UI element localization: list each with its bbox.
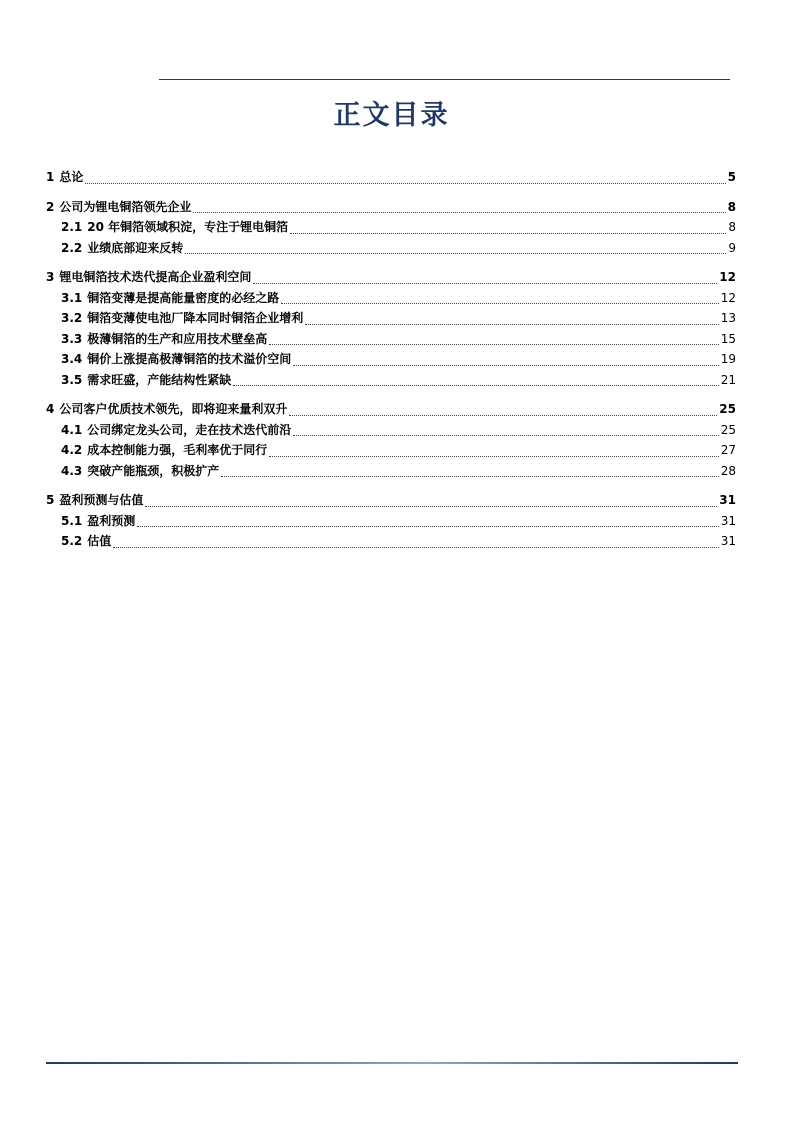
toc-entry-title: 需求旺盛，产能结构性紧缺 xyxy=(87,372,232,387)
toc-entry-number: 3.4 xyxy=(61,352,83,366)
toc-section-link[interactable] xyxy=(46,511,736,532)
toc-page-number: 31 xyxy=(720,534,736,548)
toc-entry-title: 铜箔变薄是提高能量密度的必经之路 xyxy=(87,290,280,305)
toc-entry-number: 4.1 xyxy=(61,422,83,437)
toc-entry-title: 成本控制能力强，毛利率优于同行 xyxy=(87,443,268,457)
toc-dot-leader xyxy=(290,233,726,234)
toc-section-link[interactable] xyxy=(46,420,736,441)
toc-dot-leader xyxy=(221,476,718,477)
toc-entry-number: 5.2 xyxy=(61,534,83,548)
toc-entry-number: 3.2 xyxy=(61,311,83,325)
toc-chapter-link[interactable] xyxy=(46,399,736,420)
toc-section-link[interactable] xyxy=(46,461,736,482)
toc-entry-title: 盈利预测与估值 xyxy=(59,493,144,507)
toc-page-number: 12 xyxy=(720,290,736,305)
toc-page-number: 8 xyxy=(728,220,736,234)
toc-entry-title: 突破产能瓶颈，积极扩产 xyxy=(87,463,220,478)
toc-chapter-link[interactable] xyxy=(46,267,736,288)
toc-entry-title: 盈利预测 xyxy=(87,513,136,528)
toc-entry-title: 公司绑定龙头公司，走在技术迭代前沿 xyxy=(87,422,292,437)
toc-section-link[interactable] xyxy=(46,288,736,309)
toc-chapter-link[interactable] xyxy=(46,167,736,188)
toc-page-number: 5 xyxy=(727,170,736,184)
toc-entry-number: 3 xyxy=(46,270,55,284)
toc-entry-number: 2 xyxy=(46,199,55,214)
toc-entry-title: 总论 xyxy=(59,170,84,184)
header-rule xyxy=(159,79,730,80)
toc-page-number: 19 xyxy=(720,352,736,366)
table-of-contents xyxy=(46,167,736,552)
toc-dot-leader xyxy=(233,385,718,386)
toc-dot-leader xyxy=(305,324,718,325)
toc-section-link[interactable] xyxy=(46,238,736,259)
toc-entry-number: 2.2 xyxy=(61,240,83,255)
toc-page-number: 31 xyxy=(720,513,736,528)
toc-entry-number: 5.1 xyxy=(61,513,83,528)
page-title: 正文目录 xyxy=(333,100,450,131)
toc-dot-leader xyxy=(145,506,717,507)
toc-section-link[interactable] xyxy=(46,370,736,391)
toc-page-number: 27 xyxy=(720,443,736,457)
toc-entry-title: 20 年铜箔领域积淀，专注于锂电铜箔 xyxy=(87,220,289,234)
toc-page-number: 28 xyxy=(720,463,736,478)
toc-page-number: 15 xyxy=(720,331,736,346)
toc-entry-number: 5 xyxy=(46,493,55,507)
toc-page-number: 25 xyxy=(719,402,736,416)
toc-entry-title: 铜箔变薄使电池厂降本同时铜箔企业增利 xyxy=(87,311,304,325)
toc-entry-number: 3.3 xyxy=(61,331,83,346)
toc-entry-title: 锂电铜箔技术迭代提高企业盈利空间 xyxy=(59,270,252,284)
toc-entry-title: 公司客户优质技术领先，即将迎来量利双升 xyxy=(59,402,288,416)
toc-page-number: 12 xyxy=(719,270,736,284)
toc-dot-leader xyxy=(269,456,718,457)
toc-dot-leader xyxy=(293,365,718,366)
toc-page-number: 25 xyxy=(720,422,736,437)
toc-section-link[interactable] xyxy=(46,308,736,329)
toc-dot-leader xyxy=(185,253,726,254)
footer-rule xyxy=(46,1062,738,1064)
toc-entry-title: 公司为锂电铜箔领先企业 xyxy=(59,199,192,214)
toc-dot-leader xyxy=(85,183,725,184)
toc-entry-number: 4 xyxy=(46,402,55,416)
toc-section-link[interactable] xyxy=(46,531,736,552)
toc-section-link[interactable] xyxy=(46,329,736,350)
toc-page-number: 21 xyxy=(720,372,736,387)
toc-entry-number: 1 xyxy=(46,170,55,184)
toc-entry-title: 铜价上涨提高极薄铜箔的技术溢价空间 xyxy=(87,352,292,366)
toc-chapter-link[interactable] xyxy=(46,490,736,511)
toc-entry-number: 2.1 xyxy=(61,220,83,234)
toc-page-number: 13 xyxy=(720,311,736,325)
toc-dot-leader xyxy=(281,303,718,304)
toc-entry-number: 3.5 xyxy=(61,372,83,387)
toc-dot-leader xyxy=(137,526,718,527)
toc-section-link[interactable] xyxy=(46,440,736,461)
toc-dot-leader xyxy=(113,547,718,548)
toc-entry-number: 3.1 xyxy=(61,290,83,305)
toc-entry-title: 业绩底部迎来反转 xyxy=(87,240,184,255)
toc-dot-leader xyxy=(293,435,718,436)
toc-chapter-link[interactable] xyxy=(46,197,736,218)
toc-page-number: 8 xyxy=(727,199,736,214)
toc-dot-leader xyxy=(193,212,725,213)
toc-dot-leader xyxy=(269,344,718,345)
toc-page-number: 31 xyxy=(719,493,736,507)
toc-section-link[interactable] xyxy=(46,349,736,370)
toc-page-number: 9 xyxy=(728,240,736,255)
toc-entry-number: 4.2 xyxy=(61,443,83,457)
toc-entry-number: 4.3 xyxy=(61,463,83,478)
toc-section-link[interactable] xyxy=(46,217,736,238)
toc-entry-title: 极薄铜箔的生产和应用技术壁垒高 xyxy=(87,331,268,346)
toc-dot-leader xyxy=(289,415,717,416)
toc-entry-title: 估值 xyxy=(87,534,112,548)
toc-dot-leader xyxy=(253,283,717,284)
